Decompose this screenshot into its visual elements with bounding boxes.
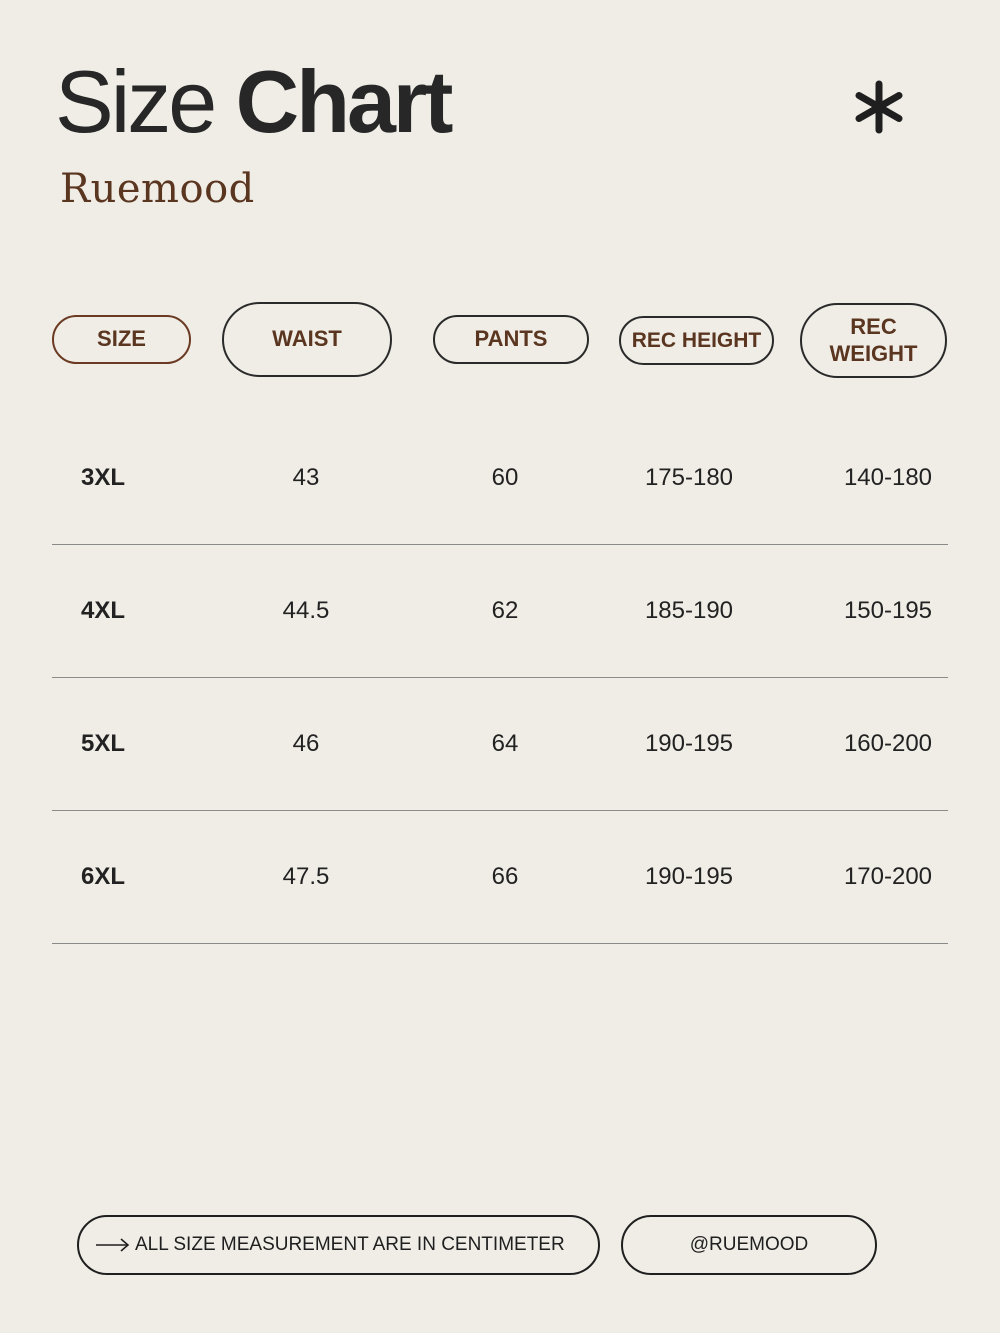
column-header-pants-label: PANTS <box>474 326 548 352</box>
column-header-rec-height <box>619 316 774 365</box>
measurement-note-text: ALL SIZE MEASUREMENT ARE IN CENTIMETER <box>135 1234 565 1255</box>
cell-waist: 46 <box>292 730 320 757</box>
column-header-rec-weight-line1: REC <box>850 314 897 340</box>
cell-rec-height: 175-180 <box>644 464 734 491</box>
column-header-pants <box>433 315 589 364</box>
cell-pants: 66 <box>491 863 519 890</box>
column-header-waist <box>222 302 392 377</box>
row-divider <box>52 943 948 944</box>
page-title <box>55 52 451 151</box>
title-light: Size <box>55 52 215 151</box>
measurement-note <box>77 1215 600 1275</box>
cell-rec-weight: 140-180 <box>843 464 933 491</box>
cell-rec-height: 185-190 <box>644 597 734 624</box>
social-handle-pill[interactable] <box>621 1215 877 1275</box>
cell-rec-weight: 160-200 <box>843 730 933 757</box>
cell-pants: 64 <box>491 730 519 757</box>
cell-pants: 62 <box>491 597 519 624</box>
cell-size: 3XL <box>81 464 126 491</box>
cell-size: 5XL <box>81 730 126 757</box>
arrow-right-icon <box>95 1238 131 1252</box>
column-header-size <box>52 315 191 364</box>
column-header-rec-weight-line2: WEIGHT <box>829 340 918 366</box>
column-header-rec-weight <box>800 303 947 378</box>
column-header-size-label: SIZE <box>97 326 146 352</box>
cell-rec-height: 190-195 <box>644 863 734 890</box>
cell-size: 4XL <box>81 597 126 624</box>
asterisk-icon <box>852 80 906 134</box>
cell-rec-height: 190-195 <box>644 730 734 757</box>
cell-waist: 47.5 <box>282 863 330 890</box>
cell-pants: 60 <box>491 464 519 491</box>
column-header-rec-height-label: REC HEIGHT <box>631 328 762 352</box>
cell-size: 6XL <box>81 863 126 890</box>
cell-rec-weight: 150-195 <box>843 597 933 624</box>
social-handle: @RUEMOOD <box>689 1234 809 1255</box>
cell-waist: 43 <box>292 464 320 491</box>
row-divider <box>52 810 948 811</box>
cell-waist: 44.5 <box>282 597 330 624</box>
row-divider <box>52 544 948 545</box>
column-header-waist-label: WAIST <box>272 326 342 352</box>
brand-name: Ruemood <box>60 166 255 212</box>
row-divider <box>52 677 948 678</box>
cell-rec-weight: 170-200 <box>843 863 933 890</box>
title-bold: Chart <box>235 52 451 151</box>
